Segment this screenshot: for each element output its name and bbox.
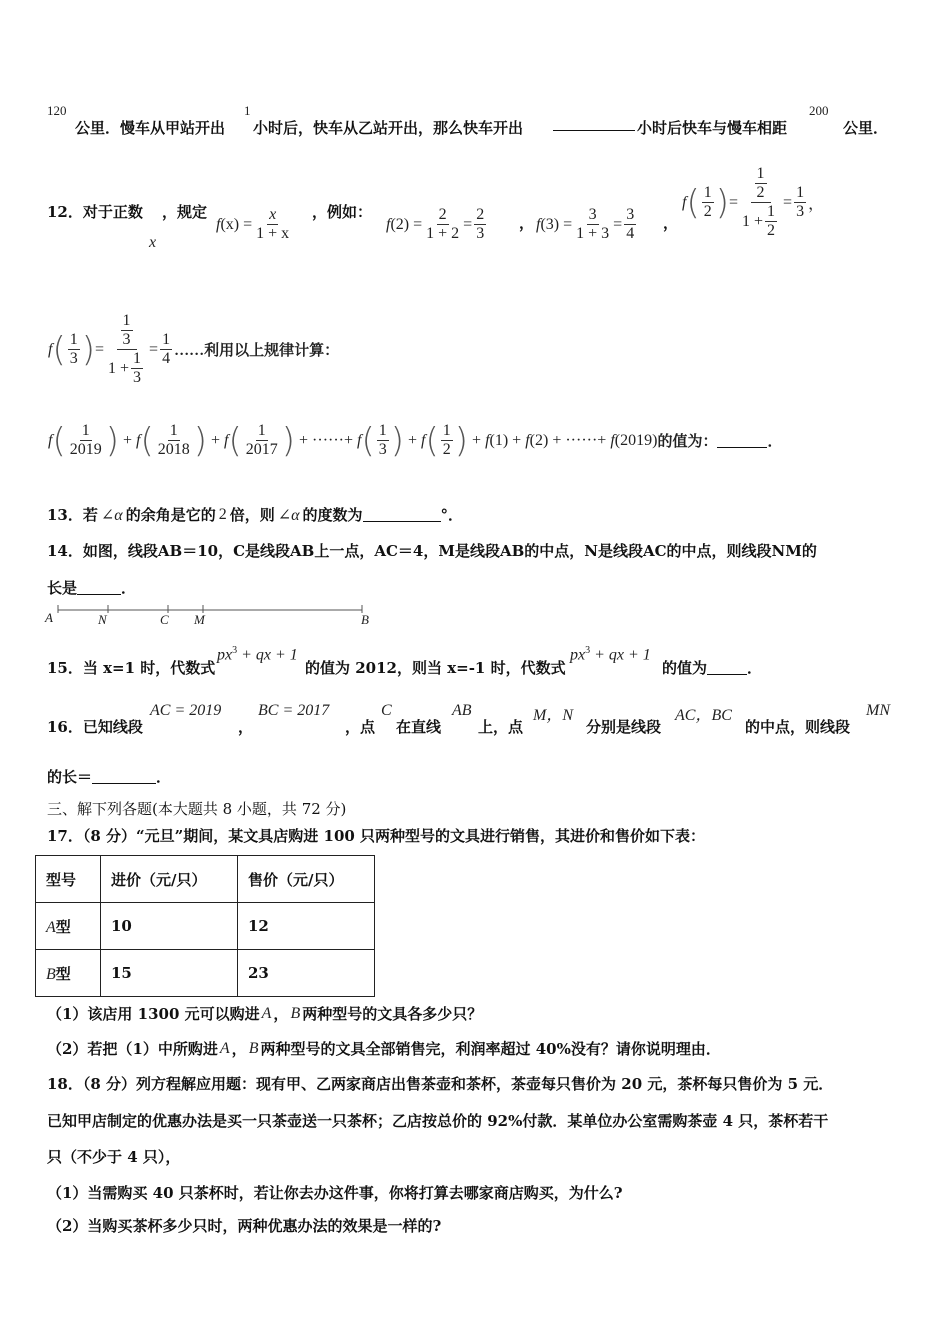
result-fraction <box>474 206 486 243</box>
denominator: 1 + x <box>256 225 290 242</box>
arg-fraction <box>702 184 714 221</box>
numerator: 1 <box>81 422 90 439</box>
one-plus: 1 + <box>742 212 764 230</box>
q12-example-f3 <box>536 206 638 243</box>
q12-example-text: ，例如： <box>312 203 373 221</box>
equals: = <box>783 193 793 211</box>
int-term: (1) <box>489 431 509 449</box>
numerator: 2 <box>476 206 485 223</box>
expr-exponent: 3 <box>585 645 591 656</box>
arg-fraction <box>244 422 280 459</box>
denominator: 2019 <box>69 441 102 458</box>
left-paren: ( <box>686 182 700 223</box>
denominator: 2 <box>442 441 451 458</box>
expr-rest: + qx + 1 <box>594 646 651 664</box>
header-price: 售价（元/只） <box>238 856 375 903</box>
point-b-label: B <box>361 612 369 627</box>
letter-b: B <box>290 1004 301 1022</box>
point-a-label: A <box>45 610 53 625</box>
arg-fraction <box>441 422 453 459</box>
q16-text-6: 的中点，则线段 <box>745 718 851 736</box>
f-symbol: f <box>610 431 615 449</box>
comma: ， <box>808 196 825 213</box>
q17-p1-text-b: 两种型号的文具各多少只？ <box>302 1005 483 1023</box>
fraction <box>424 206 461 243</box>
right-paren: ) <box>454 420 469 461</box>
numerator: 1 <box>133 350 142 367</box>
comma: ， <box>238 718 254 736</box>
cost-cell: 10 <box>101 903 238 950</box>
denominator: 3 <box>133 369 142 386</box>
compound-fraction <box>740 165 781 240</box>
left-paren: ( <box>425 420 439 461</box>
numerator: 3 <box>588 206 597 223</box>
q11-text-4: 公里． <box>843 119 889 137</box>
type-suffix: 型 <box>55 964 71 983</box>
equals: = <box>613 215 623 233</box>
q16-bc-length: BC = 2017 <box>258 702 330 719</box>
q11-text-2: 小时后，快车从乙站开出，那么快车开出 <box>253 119 524 137</box>
denominator: 2018 <box>157 441 190 458</box>
f-symbol: f <box>48 431 53 449</box>
denominator: 2 <box>703 203 712 220</box>
q15-text-3: 的值为 <box>662 659 708 677</box>
segment-mn: MN <box>866 702 890 719</box>
inner-fraction <box>755 165 767 202</box>
angle-alpha: ∠α <box>100 506 123 524</box>
q13-text-2: 倍，则 <box>229 506 275 524</box>
compound-fraction <box>106 312 147 387</box>
type-cell <box>36 903 101 950</box>
f-symbol: f <box>525 431 530 449</box>
q17-p2-text-b: 两种型号的文具全部销售完，利润率超过 40%没有？请你说明理由． <box>260 1040 721 1058</box>
expr-p: px <box>217 646 233 664</box>
q13-answer-blank[interactable] <box>363 507 441 522</box>
q16-text-1: 16．已知线段 <box>47 718 143 736</box>
type-suffix: 型 <box>55 917 71 936</box>
point-m-label: M <box>194 612 205 627</box>
point-n-label: N <box>98 612 107 627</box>
inner-fraction <box>121 312 133 349</box>
comma: ， <box>519 214 535 232</box>
equals: = <box>94 340 105 358</box>
right-paren: ) <box>105 420 119 461</box>
arg-fraction <box>156 422 192 459</box>
plus: + <box>472 431 482 449</box>
q13-text-1: 的余角是它的 <box>125 506 216 524</box>
period: ． <box>121 579 137 597</box>
result-fraction <box>160 331 172 368</box>
denominator: 3 <box>796 203 805 220</box>
q17-intro: 17．（8 分）“元旦”期间，某文具店购进 100 只两种型号的文具进行销售，其进价和售价如下表： <box>47 827 706 845</box>
q12-definition <box>216 206 293 243</box>
left-paren: ( <box>52 329 66 370</box>
q12-sum-expression <box>48 422 782 459</box>
q18-line-1: 18．（8 分）列方程解应用题：现有甲、乙两家商店出售茶壶和茶杯，茶壶每只售价为 20 元，茶杯每只售价为 5 元． <box>47 1075 834 1093</box>
numerator <box>751 165 771 203</box>
q14-answer-blank[interactable] <box>77 580 121 595</box>
q11-answer-blank[interactable] <box>553 116 635 131</box>
plus: + <box>211 431 221 449</box>
q16-ac-length: AC = 2019 <box>150 702 222 719</box>
letter-a: A <box>219 1039 230 1057</box>
arg-fraction <box>377 422 389 459</box>
expr-rest: + qx + 1 <box>241 646 298 664</box>
numerator: 1 <box>796 184 805 201</box>
numerator: 1 <box>442 422 451 439</box>
f-symbol: f <box>682 193 687 211</box>
int-term: (2) <box>529 431 549 449</box>
q18-line-2: 已知甲店制定的优惠办法是买一只茶壶送一只茶杯；乙店按总价的 92%付款．某单位办公室需购茶壶 4 只，茶杯若干 <box>47 1112 829 1130</box>
f-arg: (2) = <box>390 215 423 233</box>
denominator <box>106 350 147 387</box>
f-symbol: f <box>386 215 391 233</box>
denominator: 3 <box>476 225 485 242</box>
number-2: 2 <box>218 505 227 523</box>
price-cell: 12 <box>238 903 375 950</box>
numerator: 1 <box>756 165 765 182</box>
q14-line-2-text: 长是 <box>47 579 78 597</box>
right-paren: ) <box>715 182 729 223</box>
table-row <box>36 950 375 997</box>
line-ab: AB <box>452 702 472 719</box>
q16-line-2 <box>47 766 171 787</box>
q17-p1-text-a: （1）该店用 1300 元可以购进 <box>47 1005 260 1023</box>
q15-tail <box>662 657 762 678</box>
section-3-heading: 三、解下列各题(本大题共 8 小题，共 72 分) <box>47 800 347 818</box>
q11-number-120: 120 <box>47 103 67 118</box>
plus: + <box>512 431 522 449</box>
type-letter: A <box>46 918 56 936</box>
numerator: 1 <box>378 422 387 439</box>
q11-number-200: 200 <box>809 103 829 118</box>
ellipsis-plus: + ······+ <box>552 431 607 449</box>
q12-example-f2 <box>386 206 488 243</box>
price-cell: 23 <box>238 950 375 997</box>
period: ． <box>747 659 763 677</box>
denominator: 3 <box>69 350 78 367</box>
numerator: 1 <box>169 422 178 439</box>
denominator: 2 <box>767 222 776 239</box>
q12-answer-text: 的值为： <box>657 434 718 450</box>
definition-fraction <box>254 206 291 243</box>
right-paren: ) <box>390 420 405 461</box>
numerator: 1 <box>257 422 266 439</box>
q17-part-1 <box>47 1003 482 1024</box>
type-cell <box>36 950 101 997</box>
left-paren: ( <box>361 420 375 461</box>
denominator: 2 <box>756 184 765 201</box>
right-paren: ) <box>193 420 207 461</box>
denominator: 3 <box>378 441 387 458</box>
plus: + <box>122 431 133 449</box>
q12-answer-blank[interactable] <box>717 433 767 448</box>
q11-text-1: 公里．慢车从甲站开出 <box>75 119 226 137</box>
numerator <box>117 312 137 350</box>
q18-line-3: 只（不少于 4 只）， <box>47 1148 181 1166</box>
f-arg: (3) = <box>540 215 573 233</box>
letter-b: B <box>248 1039 259 1057</box>
point-c: C <box>381 702 392 719</box>
f-symbol: f <box>224 431 229 449</box>
price-table <box>35 855 375 997</box>
arg-fraction <box>68 422 104 459</box>
equals: = <box>149 340 159 358</box>
ellipsis-plus: + ······+ <box>299 431 354 449</box>
f-symbol: f <box>536 215 541 233</box>
numerator: 3 <box>626 206 635 223</box>
left-paren: ( <box>52 420 66 461</box>
q16-text-4: 上，点 <box>478 718 524 736</box>
q15-expression-1 <box>217 645 298 664</box>
q18-part-2: （2）当购买茶杯多少只时，两种优惠办法的效果是一样的? <box>47 1217 442 1235</box>
left-paren: ( <box>140 420 154 461</box>
q16-text-3: 在直线 <box>396 718 442 736</box>
q12-example-f-third <box>48 312 339 387</box>
int-term: (2019) <box>614 431 658 449</box>
letter-a: A <box>261 1004 272 1022</box>
q13-text-4: °． <box>440 506 464 524</box>
segments-ac-bc: AC，BC <box>675 707 732 724</box>
f-symbol: f <box>216 215 221 233</box>
angle-alpha: ∠α <box>277 506 300 524</box>
comma: ， <box>231 1040 247 1058</box>
header-type: 型号 <box>36 856 101 903</box>
inner-fraction <box>765 203 777 240</box>
q12-tail-text: ……利用以上规律计算： <box>174 343 340 359</box>
q13 <box>47 504 463 525</box>
right-paren: ) <box>281 420 296 461</box>
segment-diagram <box>40 600 380 630</box>
q16-answer-blank[interactable] <box>92 769 156 784</box>
equals: = <box>728 193 739 211</box>
comma: ， <box>273 1005 289 1023</box>
period: ． <box>156 768 172 786</box>
q12-var-x: x <box>149 234 157 251</box>
q13-label: 13．若 <box>47 506 98 524</box>
numerator: 1 <box>767 203 776 220</box>
period: ． <box>767 434 783 450</box>
denominator: 3 <box>122 331 131 348</box>
expr-p: px <box>570 646 586 664</box>
q16-text-2: ，点 <box>345 718 376 736</box>
q17-part-2 <box>47 1038 721 1059</box>
q16-line-2-text: 的长＝ <box>47 768 93 786</box>
q12-label: 12．对于正数 <box>47 203 143 221</box>
cost-cell: 15 <box>101 950 238 997</box>
left-paren: ( <box>228 420 242 461</box>
q13-text-3: 的度数为 <box>302 506 363 524</box>
denominator: 2017 <box>245 441 278 458</box>
numerator: 1 <box>69 331 78 348</box>
f-arg: (x) = <box>220 215 253 233</box>
comma: ， <box>663 214 679 232</box>
plus: + <box>408 431 418 449</box>
numerator: 1 <box>122 312 131 329</box>
q15-answer-blank[interactable] <box>707 660 747 675</box>
q16-text-5: 分别是线段 <box>586 718 662 736</box>
q15-expression-2 <box>570 645 651 664</box>
numerator: 2 <box>438 206 447 223</box>
f-symbol: f <box>357 431 362 449</box>
denominator: 4 <box>626 225 635 242</box>
right-paren: ) <box>81 329 95 370</box>
f-symbol: f <box>136 431 141 449</box>
table-header-row <box>36 856 375 903</box>
result-fraction <box>794 184 806 221</box>
points-m-n: M，N <box>533 707 574 724</box>
header-cost: 进价（元/只） <box>101 856 238 903</box>
arg-fraction <box>68 331 80 368</box>
f-symbol: f <box>485 431 490 449</box>
inner-fraction <box>131 350 143 387</box>
q14-line-2 <box>47 577 136 598</box>
fraction <box>574 206 611 243</box>
q14-line-1: 14．如图，线段AB＝10，C是线段AB上一点，AC＝4，M是线段AB的中点，N是线段AC的中点，则线段NM的 <box>47 542 817 560</box>
denominator: 1 + 2 <box>426 225 460 242</box>
point-c-label: C <box>160 612 169 627</box>
q15-text-1: 15．当 x=1 时，代数式 <box>47 659 216 677</box>
expr-exponent: 3 <box>232 645 238 656</box>
equals: = <box>463 215 473 233</box>
q11-number-1: 1 <box>244 103 251 118</box>
numerator: x <box>269 206 277 223</box>
result-fraction <box>624 206 636 243</box>
table-row <box>36 903 375 950</box>
numerator: 1 <box>162 331 171 348</box>
f-symbol: f <box>48 340 53 358</box>
f-symbol: f <box>421 431 426 449</box>
type-letter: B <box>46 965 56 983</box>
denominator: 4 <box>162 350 171 367</box>
q12-rule-text: ，规定 <box>162 203 208 221</box>
one-plus: 1 + <box>108 359 130 377</box>
denominator: 1 + 3 <box>576 225 610 242</box>
numerator: 1 <box>703 184 712 201</box>
q17-p2-text-a: （2）若把（1）中所购进 <box>47 1040 218 1058</box>
q18-part-1: （1）当需购买 40 只茶杯时，若让你去办这件事，你将打算去哪家商店购买，为什么? <box>47 1184 623 1202</box>
q11-text-3: 小时后快车与慢车相距 <box>637 119 788 137</box>
q12-example-f-half <box>682 165 824 240</box>
denominator <box>740 203 781 240</box>
q15-text-2: 的值为 2012，则当 x=-1 时，代数式 <box>305 659 566 677</box>
